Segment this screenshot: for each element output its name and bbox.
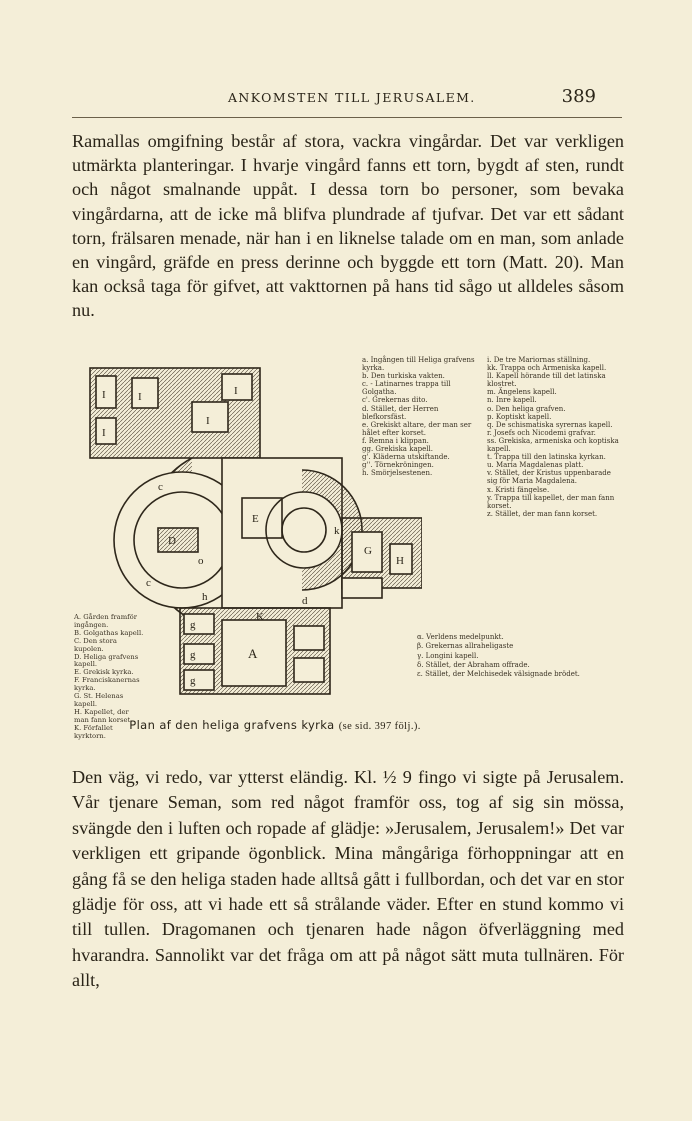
legend-item: v. Stället, der Kristus uppenbarade sig för Maria Magdalena. bbox=[487, 469, 611, 486]
legend-item: K. Förfallet kyrktorn. bbox=[74, 723, 113, 740]
legend-item: a. Ingången till Heliga grafvens kyrka. bbox=[362, 356, 475, 373]
plan-letter: c bbox=[146, 577, 151, 589]
legend-top bbox=[362, 356, 477, 477]
legend-item: A. Gården framför ingången. bbox=[74, 613, 137, 629]
plan-letter: I bbox=[102, 427, 106, 439]
legend-item: r. Josefs och Nicodemi grafvar. bbox=[487, 428, 596, 437]
plan-letter: g bbox=[190, 619, 196, 631]
figure-caption bbox=[0, 718, 550, 732]
legend-item: h. Smörjelsestenen. bbox=[362, 469, 433, 478]
legend-item: D. Heliga grafvens kapell. bbox=[74, 652, 139, 669]
legend-item: z. Stället, der man fann korset. bbox=[487, 509, 598, 518]
plan-letter: H bbox=[396, 555, 404, 567]
legend-item: b. Den turkiska vakten. bbox=[362, 372, 445, 381]
legend-item: δ. Stället, der Abraham offrade. bbox=[417, 660, 530, 669]
legend-item: kk. Trappa och Armeniska kapell. bbox=[487, 364, 607, 373]
paragraph-arrival: Den väg, vi redo, var ytterst eländig. Kl. ½ 9 fingo vi sigte på Jerusalem. Vår tjenare Seman, som red något framför oss, tog af sig sin mössa, svängde den i luften och ropade af glädje: »Jerusalem, Jerusalem!» Det var verkligen ett gripande ögonblick. Mina mångåriga förhoppningar att en gång få se den heliga staden hade alltså gått i fullbordan, och det var en stor glädje för oss, att vi hade ett så strålande väder. Efter en stund kommo vi till tullen. Dragomanen och tjenaren hade någon öfverläggning med hvarandra. Sannolikt var det fråga om att på något sätt muta tullnären. För allt, bbox=[72, 767, 624, 991]
legend-item: y. Trappa till kapellet, der man fann korset. bbox=[487, 493, 615, 510]
legend-item: o. Den heliga grafven. bbox=[487, 404, 566, 413]
legend-item: ε. Stället, der Melchisedek välsignade brödet. bbox=[417, 670, 580, 679]
caption-text: Plan af den heliga grafvens kyrka bbox=[129, 718, 335, 732]
plan-letter: K bbox=[256, 611, 264, 623]
plan-letter: I bbox=[234, 385, 238, 397]
legend-item: p. Koptiskt kapell. bbox=[487, 412, 552, 421]
plan-letter: o bbox=[198, 555, 204, 567]
legend-item: F. Franciskanernas kyrka. bbox=[74, 676, 140, 693]
legend-item: n. Inre kapell. bbox=[487, 396, 537, 405]
header-rule bbox=[72, 117, 622, 118]
legend-item: c. - Latinarnes trappa till Golgatha. bbox=[362, 380, 451, 397]
plan-letter: c bbox=[158, 481, 163, 493]
plan-letter: I bbox=[102, 389, 106, 401]
plan-letter: g bbox=[190, 675, 196, 687]
legend-item: i. De tre Mariornas ställning. bbox=[487, 356, 591, 364]
legend-item: g''. Törnekröningen. bbox=[362, 461, 434, 470]
legend-item: E. Grekisk kyrka. bbox=[74, 668, 134, 677]
legend-item: m. Ängelens kapell. bbox=[487, 388, 557, 397]
plan-letter: A bbox=[248, 646, 258, 661]
legend-item: e. Grekiskt altare, der man ser hålet efter korset. bbox=[362, 420, 472, 437]
plan-letter: I bbox=[138, 391, 142, 403]
legend-item: C. Den stora kupolen. bbox=[74, 636, 117, 653]
plan-letter: k bbox=[334, 525, 340, 537]
legend-item: H. Kapellet, der man fann korset. bbox=[74, 707, 133, 724]
page-number: 389 bbox=[561, 86, 596, 107]
caption-page-reference: (se sid. 397 följ.). bbox=[338, 721, 421, 732]
chapter-title: ANKOMSTEN TILL JERUSALEM. bbox=[228, 90, 476, 105]
legend-item: f. Remna i klippan. bbox=[362, 436, 429, 445]
plan-letter: G bbox=[364, 545, 372, 557]
legend-item: x. Kristi fängelse. bbox=[487, 485, 550, 494]
plan-letter: I bbox=[206, 415, 210, 427]
plan-letter: h bbox=[202, 591, 208, 603]
legend-right bbox=[487, 356, 622, 518]
paragraph-vineyards: Ramallas omgifning består af stora, vackra vingårdar. Det var verkligen utmärkta planteringar. I hvarje vingård fanns ett torn, bygdt af sten, rundt och något smalnande uppåt. I dessa torn bo personer, som bevaka vingårdarna, att de icke må blifva plundrade af tjufvar. Det var ett sådant torn, frälsaren menade, när han i en liknelse talade om en man, som anlade en vingård, gräfde en press derinne och byggde ett torn (Matt. 20). Man kan också taga för gifvet, att vakttornen på hans tid sågo ut alldeles såsom nu. bbox=[72, 131, 624, 321]
legend-item: α. Verldens medelpunkt. bbox=[417, 633, 504, 641]
legend-item: d. Stället, der Herren blefkorsfäst. bbox=[362, 404, 439, 421]
legend-item: c'. Grekernas dito. bbox=[362, 396, 428, 405]
legend-item: B. Golgathas kapell. bbox=[74, 628, 144, 637]
legend-item: β. Grekernas allraheligaste bbox=[417, 642, 514, 651]
plan-letter: g bbox=[190, 649, 196, 661]
plan-letter: D bbox=[168, 535, 176, 547]
legend-item: γ. Longini kapell. bbox=[417, 651, 479, 660]
legend-greek bbox=[417, 633, 632, 679]
legend-item: q. De schismatiska syrernas kapell. bbox=[487, 420, 613, 429]
plan-letter: E bbox=[252, 513, 259, 525]
legend-item: t. Trappa till den latinska kyrkan. bbox=[487, 453, 606, 462]
running-header bbox=[72, 86, 622, 112]
legend-item: ss. Grekiska, armeniska och koptiska kapell. bbox=[487, 436, 619, 454]
legend-item: gg. Grekiska kapell. bbox=[362, 445, 433, 454]
legend-item: u. Maria Magdalenas platt. bbox=[487, 461, 584, 470]
legend-item: ll. Kapell hörande till det latinska klostret. bbox=[487, 372, 606, 389]
legend-item: g'. Kläderna utskiftande. bbox=[362, 453, 450, 462]
legend-item: G. St. Helenas kapell. bbox=[74, 692, 124, 708]
plan-letter: d bbox=[302, 595, 308, 607]
